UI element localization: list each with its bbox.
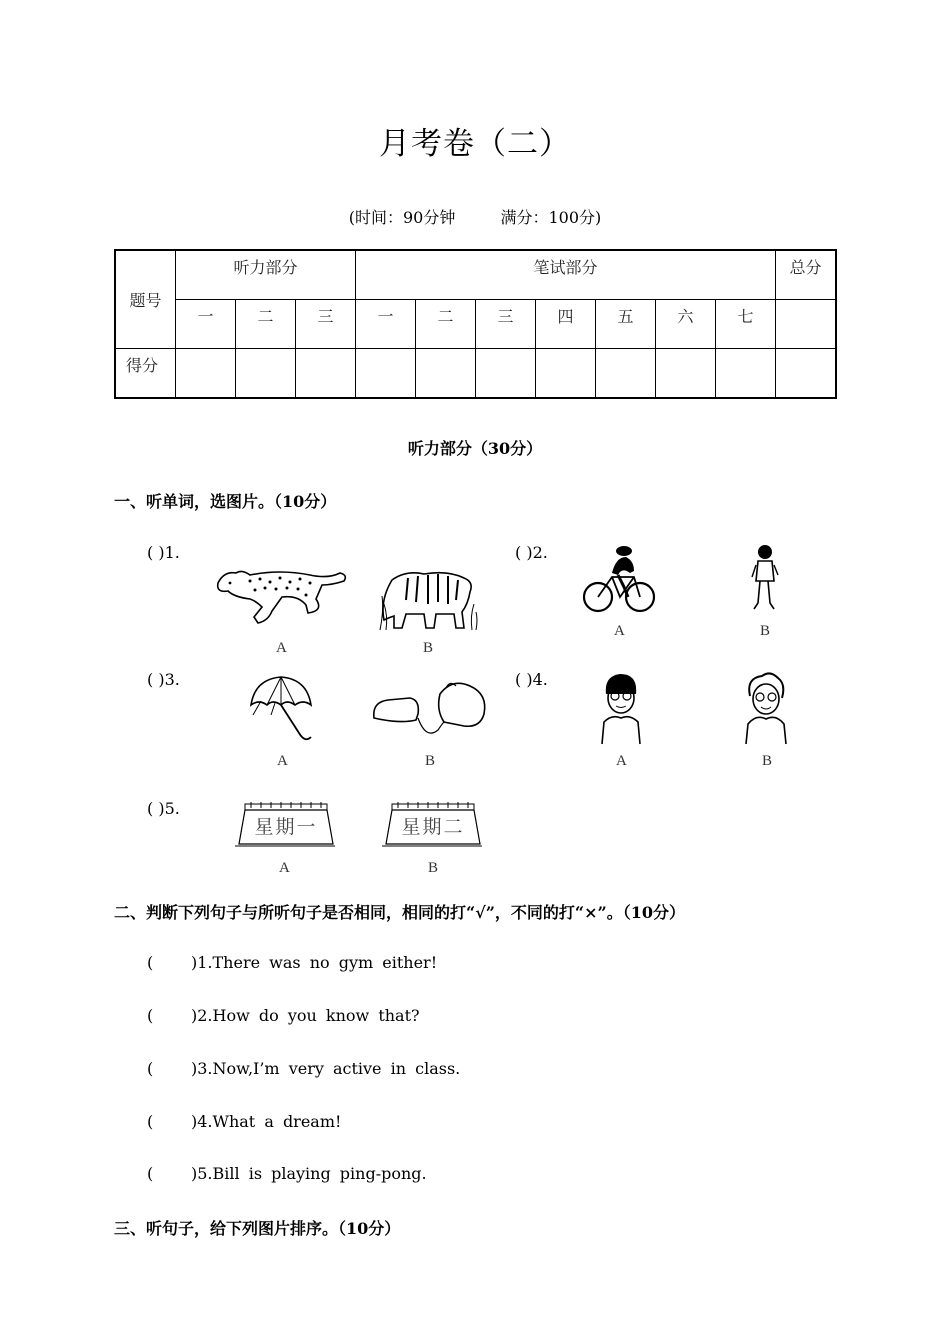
listening-header: 听力部分 (176, 250, 356, 300)
tiger-icon (378, 560, 478, 632)
answer-paren[interactable]: ( (147, 1059, 154, 1078)
answer-paren[interactable]: ( (147, 1006, 154, 1025)
score-cell[interactable] (296, 349, 356, 399)
judge-sentence: )5.Bill is playing ping-pong. (191, 1164, 427, 1183)
option-b-label: B (425, 753, 436, 769)
listening-col: 三 (296, 300, 356, 349)
judge-sentence: )3.Now,I’m very active in class. (191, 1059, 461, 1078)
total-header: 总分 (776, 250, 837, 300)
option-a-label: A (614, 623, 625, 639)
calendar-tuesday-text: 星期二 (401, 816, 465, 838)
written-header: 笔试部分 (356, 250, 776, 300)
page-title: 月考卷（二） (379, 126, 571, 162)
score-cell[interactable] (716, 349, 776, 399)
option-b-label: B (423, 640, 434, 656)
score-table (114, 249, 837, 399)
question-3-number[interactable]: ( )3. (147, 670, 180, 689)
part3-heading: 三、听句子，给下列图片排序。（10分） (114, 1219, 401, 1238)
total-cell[interactable] (776, 300, 837, 349)
question-2-number[interactable]: ( )2. (515, 543, 548, 562)
question-1-number[interactable]: ( )1. (147, 543, 180, 562)
judge-item-1[interactable] (147, 953, 437, 972)
written-col: 四 (536, 300, 596, 349)
old-man-icon (742, 672, 790, 744)
judge-sentence: )4.What a dream! (191, 1112, 342, 1131)
score-cell[interactable] (536, 349, 596, 399)
score-cell[interactable] (656, 349, 716, 399)
listening-col: 一 (176, 300, 236, 349)
listening-section-title: 听力部分（30分） (407, 439, 543, 458)
score-cell[interactable] (176, 349, 236, 399)
option-b-label: B (762, 753, 773, 769)
written-col: 七 (716, 300, 776, 349)
boy-icon (750, 543, 780, 615)
mittens-icon (370, 680, 490, 742)
written-col: 三 (476, 300, 536, 349)
calendar-monday-text: 星期一 (254, 816, 318, 838)
man-glasses-icon (598, 672, 644, 744)
option-a-label: A (279, 860, 290, 876)
answer-paren[interactable]: ( (147, 953, 154, 972)
option-a-label: A (616, 753, 627, 769)
calendar-monday-icon (233, 800, 337, 850)
part1-heading: 一、听单词，选图片。（10分） (114, 492, 337, 511)
score-cell[interactable] (236, 349, 296, 399)
score-cell[interactable] (416, 349, 476, 399)
written-col: 二 (416, 300, 476, 349)
question-5-number[interactable]: ( )5. (147, 799, 180, 818)
judge-sentence: )1.There was no gym either! (191, 953, 438, 972)
judge-sentence: )2.How do you know that? (191, 1006, 420, 1025)
judge-item-3[interactable] (147, 1059, 460, 1078)
score-cell[interactable] (596, 349, 656, 399)
cheetah-icon (210, 555, 350, 630)
exam-info (0, 205, 950, 228)
answer-paren[interactable]: ( (147, 1112, 154, 1131)
score-row-label: 得分 (115, 349, 176, 399)
score-cell[interactable] (356, 349, 416, 399)
cyclist-icon (582, 543, 658, 617)
calendar-tuesday-icon (380, 800, 484, 850)
option-b-label: B (428, 860, 439, 876)
option-a-label: A (277, 753, 288, 769)
answer-paren[interactable]: ( (147, 1164, 154, 1183)
option-b-label: B (760, 623, 771, 639)
row-header-question: 题号 (115, 250, 176, 349)
judge-item-2[interactable] (147, 1006, 420, 1025)
written-col: 一 (356, 300, 416, 349)
score-cell[interactable] (476, 349, 536, 399)
full-score: 满分：100分) (500, 208, 602, 227)
listening-col: 二 (236, 300, 296, 349)
judge-item-4[interactable] (147, 1112, 341, 1131)
written-col: 五 (596, 300, 656, 349)
written-col: 六 (656, 300, 716, 349)
umbrella-icon (247, 675, 315, 745)
part2-heading: 二、判断下列句子与所听句子是否相同，相同的打“√”，不同的打“×”。（10分） (114, 903, 686, 922)
question-4-number[interactable]: ( )4. (515, 670, 548, 689)
time-limit: (时间：90分钟 (348, 208, 456, 227)
judge-item-5[interactable] (147, 1164, 427, 1183)
option-a-label: A (276, 640, 287, 656)
score-cell[interactable] (776, 349, 837, 399)
